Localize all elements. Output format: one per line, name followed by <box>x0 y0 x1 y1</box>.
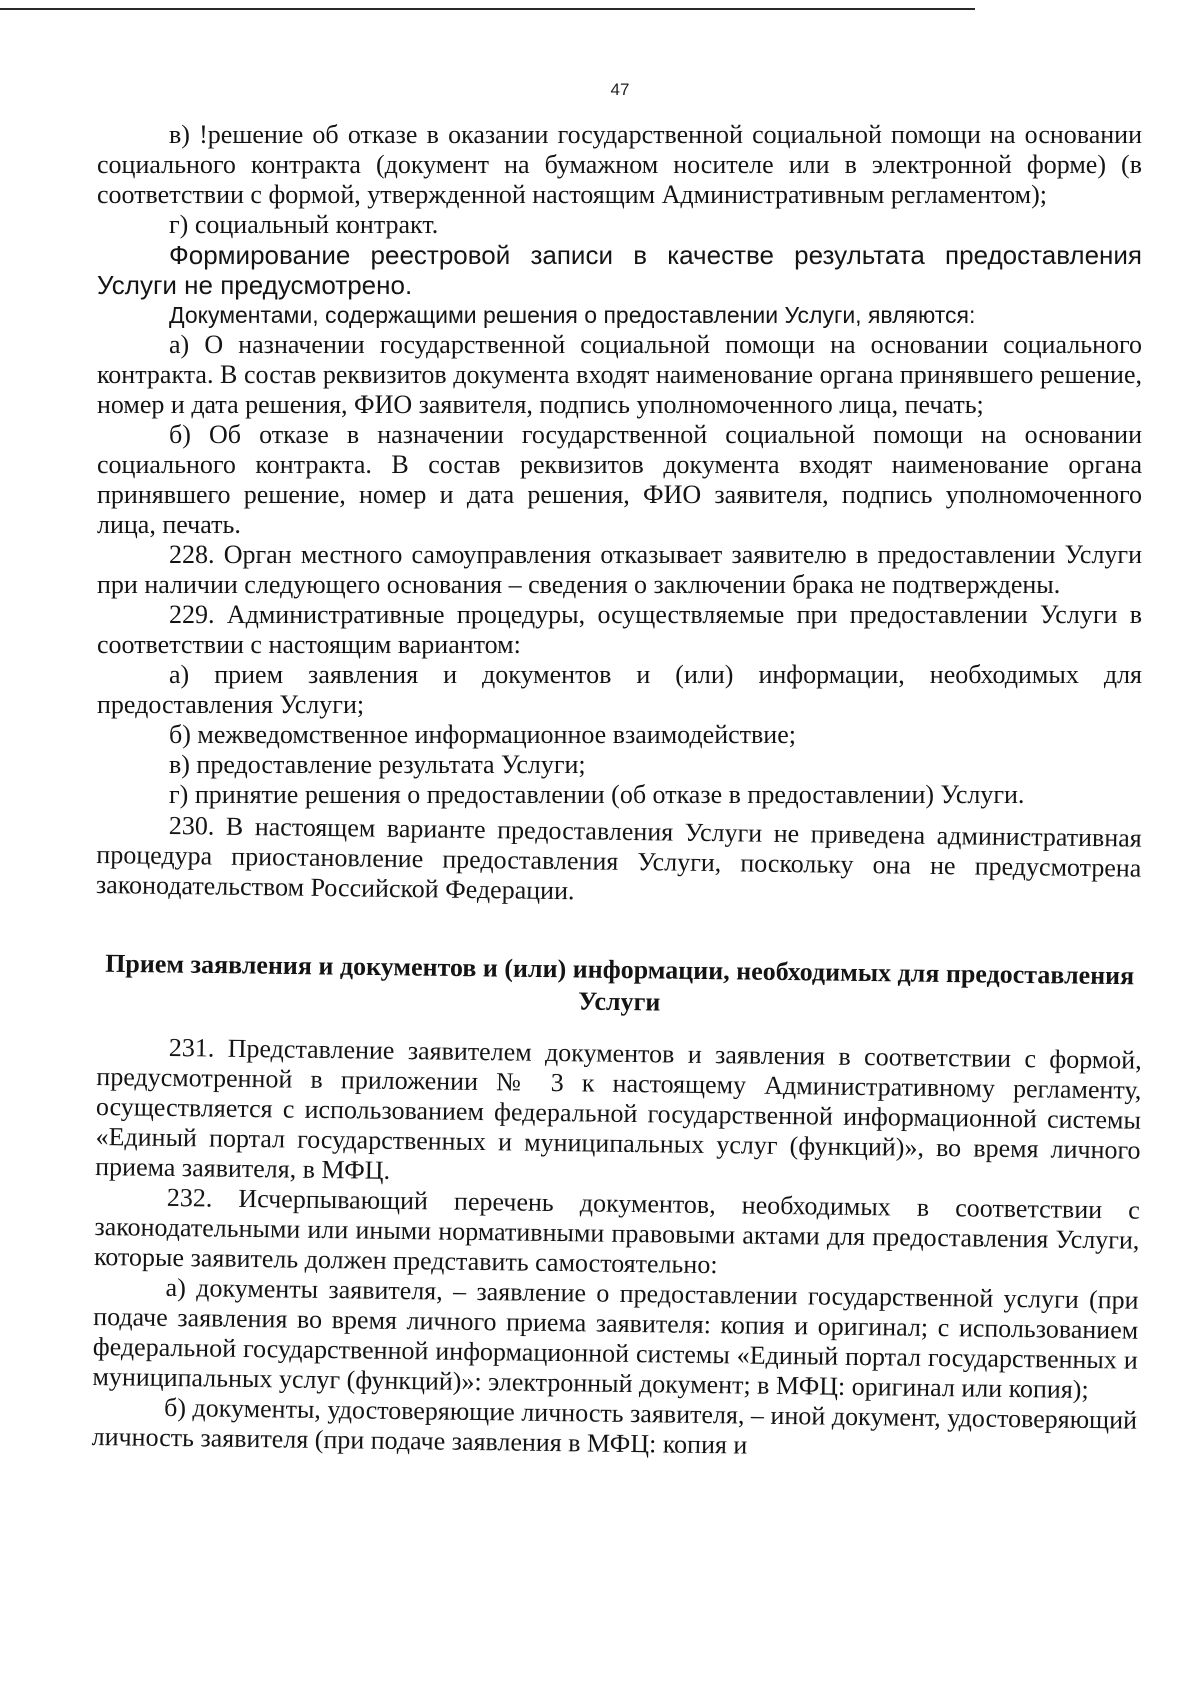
section-heading: Прием заявления и документов и (или) информации, необходимых для предоставления Услуги <box>105 948 1135 1017</box>
paragraph-result-refusal: в) !решение об отказе в оказании государственной социальной помощи на основании социального контракта (документ на бумажном носителе или в электронной форме) (в соответствии с формой, утвержденной настоящим Административным регламентом); <box>97 120 1142 209</box>
paragraph-decision-grant: а) О назначении государственной социальной помощи на основании социального контракта. В состав реквизитов документа входят наименование органа принявшего решение, номер и дата решения, ФИО заявителя, подпись уполномоченного лица, печать; <box>97 330 1142 419</box>
paragraph-decision-documents-intro: Документами, содержащими решения о предоставлении Услуги, являются: <box>169 302 976 328</box>
paragraph-229-a: а) прием заявления и документов и (или) информации, необходимых для предоставления Услуги; <box>97 660 1142 719</box>
paragraph-229-g: г) принятие решения о предоставлении (об отказе в предоставлении) Услуги. <box>169 780 1025 809</box>
paragraph-228: 228. Орган местного самоуправления отказывает заявителю в предоставлении Услуги при наличии следующего основания – сведения о заключении брака не подтверждены. <box>97 540 1142 599</box>
paragraph-231: 231. Представление заявителем документов и заявления в соответствии с формой, предусмотренной в приложении № 3 к настоящему Административному регламенту, осуществляется с использованием федеральной государственной информационной системы «Единый портал государственных и муниципальных услуг (функций)», во время личного приема заявителя, в МФЦ. <box>95 1032 1142 1185</box>
paragraph-229-b: б) межведомственное информационное взаимодействие; <box>169 720 796 749</box>
paragraph-232: 232. Исчерпывающий перечень документов, необходимых в соответствии с законодательными или иными нормативными правовыми актами для предоставления Услуги, которые заявитель должен представить самостоятельно: <box>93 1182 1140 1280</box>
top-rule <box>0 8 975 10</box>
document-body <box>91 120 1142 1460</box>
paragraph-232-b: б) документы, удостоверяющие личность заявителя, – иной документ, удостоверяющий личность заявителя (при подаче заявления в МФЦ: копия и <box>91 1392 1138 1460</box>
page-number: 47 <box>610 80 630 99</box>
paragraph-229: 229. Административные процедуры, осуществляемые при предоставлении Услуги в соответствии с настоящим вариантом: <box>97 600 1142 659</box>
section-body <box>92 1032 1142 1466</box>
paragraph-230: 230. В настоящем варианте предоставления Услуги не приведена административная процедура приостановление предоставления Услуги, поскольку она не предусмотрена законодательством Российской Федерации. <box>95 810 1142 906</box>
paragraph-232-a: а) документы заявителя, – заявление о предоставлении государственной услуги (при подаче заявления во время личного приема заявителя: копия и оригинал; с использованием федеральной государственной информационной системы «Единый портал государственных и муниципальных услуг (функций)»: электронный документ; в МФЦ: оригинал или копия); <box>92 1272 1139 1405</box>
paragraph-registry-record: Формирование реестровой записи в качестве результата предоставления Услуги не предусмотрено. <box>97 240 1142 300</box>
paragraph-229-v: в) предоставление результата Услуги; <box>169 750 586 779</box>
paragraph-decision-refusal: б) Об отказе в назначении государственной социальной помощи на основании социального контракта. В состав реквизитов документа входят наименование органа принявшего решение, номер и дата решения, ФИО заявителя, подпись уполномоченного лица, печать. <box>97 420 1142 539</box>
paragraph-result-contract: г) социальный контракт. <box>169 210 439 239</box>
